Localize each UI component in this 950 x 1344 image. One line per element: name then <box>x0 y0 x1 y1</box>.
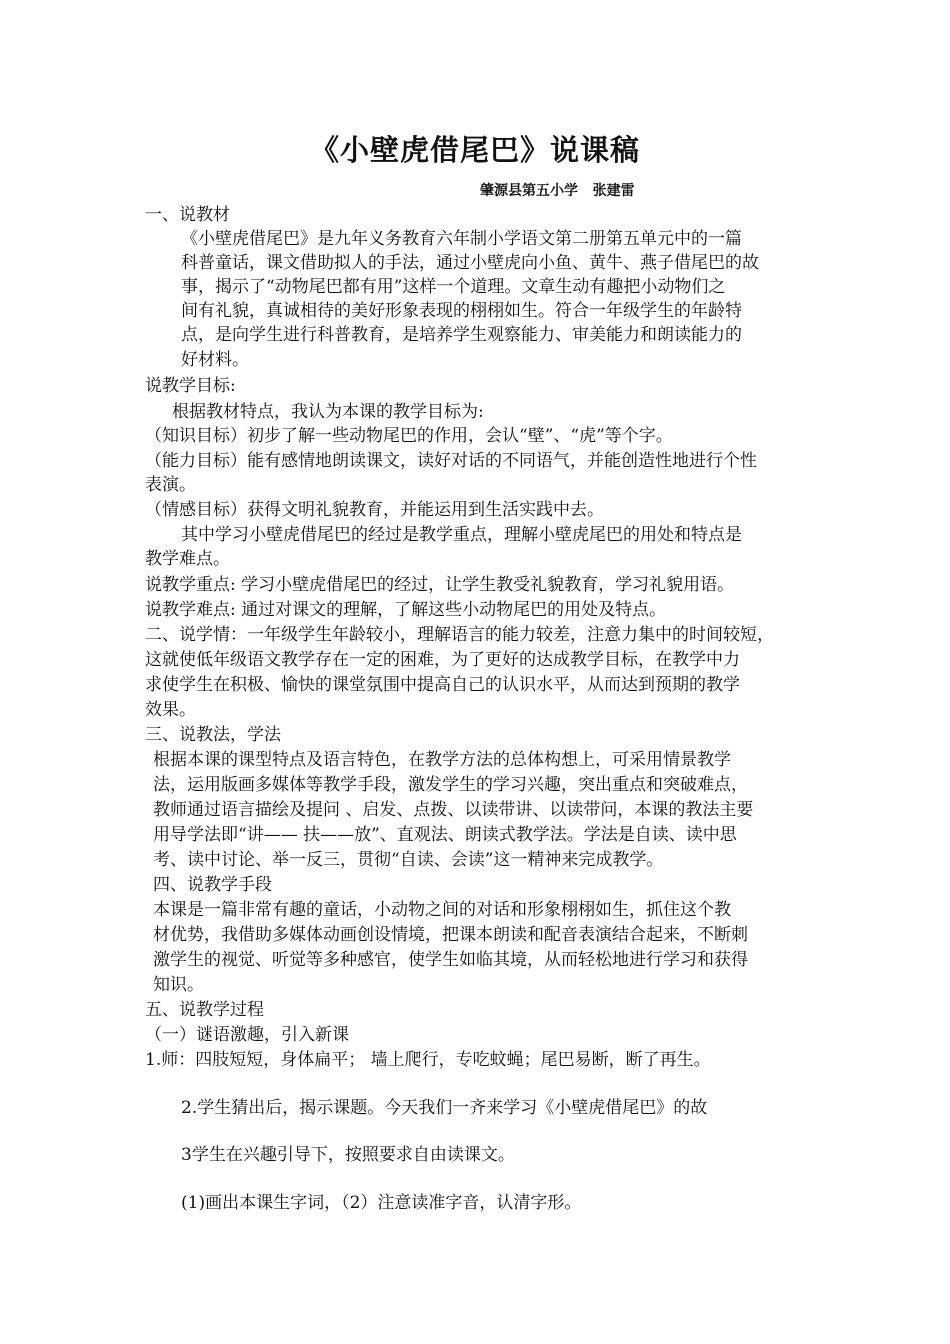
paragraph-line: （知识目标）初步了解一些动物尾巴的作用，会认“壁”、“虎”等个字。 <box>145 426 673 446</box>
paragraph-line: 表演。 <box>145 475 196 495</box>
paragraph-line: 间有礼貌，真诚相待的美好形象表现的栩栩如生。符合一年级学生的年龄特 <box>181 301 742 321</box>
paragraph-line: 求使学生在积极、愉快的课堂氛围中提高自己的认识水平，从而达到预期的教学 <box>145 675 740 695</box>
paragraph-line: (1)画出本课生字词，（2）注意读准字音，认清字形。 <box>181 1193 582 1213</box>
paragraph-line: 效果。 <box>145 700 196 720</box>
paragraph-line: （能力目标）能有感情地朗读课文，读好对话的不同语气，并能创造性地进行个性 <box>145 451 757 471</box>
paragraph-line: 说教学难点: 通过对课文的理解，了解这些小动物尾巴的用处及特点。 <box>145 600 667 620</box>
section-heading: 三、说教法，学法 <box>145 725 281 745</box>
paragraph-line: 本课是一篇非常有趣的童话，小动物之间的对话和形象栩栩如生，抓住这个教 <box>153 900 731 920</box>
paragraph-line: 教师通过语言描绘及提问 、启发、点拨、以读带讲、以读带问，本课的教法主要 <box>153 800 754 820</box>
section-heading: 一、说教材 <box>145 205 230 225</box>
paragraph-line: 其中学习小壁虎借尾巴的经过是教学重点，理解小壁虎尾巴的用处和特点是 <box>181 525 742 545</box>
paragraph-line: 科普童话，课文借助拟人的手法，通过小壁虎向小鱼、黄牛、燕子借尾巴的故 <box>181 253 759 273</box>
paragraph-line: （情感目标）获得文明礼貌教育，并能运用到生活实践中去。 <box>145 500 604 520</box>
paragraph-line: 点，是向学生进行科普教育，是培养学生观察能力、审美能力和朗读能力的 <box>181 325 742 345</box>
paragraph-line: 说教学重点: 学习小壁虎借尾巴的经过，让学生教受礼貌教育，学习礼貌用语。 <box>145 575 735 595</box>
paragraph-line: 1.师：四肢短短，身体扁平； 墙上爬行，专吃蚊蝇；尾巴易断，断了再生。 <box>145 1050 711 1070</box>
paragraph-line: 3学生在兴趣引导下，按照要求自由读课文。 <box>181 1145 515 1165</box>
paragraph-line: 法，运用版画多媒体等教学手段，激发学生的学习兴趣，突出重点和突破难点， <box>153 775 748 795</box>
paragraph-line: 根据本课的课型特点及语言特色，在教学方法的总体构想上，可采用情景教学 <box>153 750 731 770</box>
paragraph-line: 考、读中讨论、举一反三，贯彻“自读、会读”这一精神来完成教学。 <box>153 850 664 870</box>
paragraph-line: 事，揭示了“动物尾巴都有用”这样一个道理。文章生动有趣把小动物们之 <box>181 277 726 297</box>
paragraph-line: 《小壁虎借尾巴》是九年义务教育六年制小学语文第二册第五单元中的一篇 <box>181 229 742 249</box>
subsection-heading: （一）谜语激趣，引入新课 <box>145 1025 349 1045</box>
paragraph-line: 激学生的视觉、听觉等多种感官，使学生如临其境，从而轻松地进行学习和获得 <box>153 950 748 970</box>
paragraph-line: 材优势，我借助多媒体动画创设情境，把课本朗读和配音表演结合起来，不断刺 <box>153 925 748 945</box>
section-heading: 四、说教学手段 <box>153 875 272 895</box>
paragraph-line: 教学难点。 <box>145 549 230 569</box>
document-title: 《小壁虎借尾巴》说课稿 <box>309 133 640 167</box>
paragraph-line: 这就使低年级语文教学存在一定的困难，为了更好的达成教学目标，在教学中力 <box>145 650 740 670</box>
paragraph-line: 用导学法即“讲—— 扶——放”、直观法、朗读式教学法。学法是自读、读中思 <box>153 825 737 845</box>
section-heading: 五、说教学过程 <box>145 1000 264 1020</box>
section-heading: 二、说学情：一年级学生年龄较小，理解语言的能力较差，注意力集中的时间较短， <box>145 625 774 645</box>
paragraph-line: 知识。 <box>153 975 204 995</box>
author-line: 肇源县第五小学 张建雷 <box>480 183 635 199</box>
paragraph-line: 根据教材特点，我认为本课的教学目标为: <box>172 402 484 422</box>
section-heading: 说教学目标: <box>145 376 236 396</box>
paragraph-line: 好材料。 <box>181 350 249 370</box>
paragraph-line: 2.学生猜出后，揭示课题。今天我们一齐来学习《小壁虎借尾巴》的故 <box>181 1098 708 1118</box>
